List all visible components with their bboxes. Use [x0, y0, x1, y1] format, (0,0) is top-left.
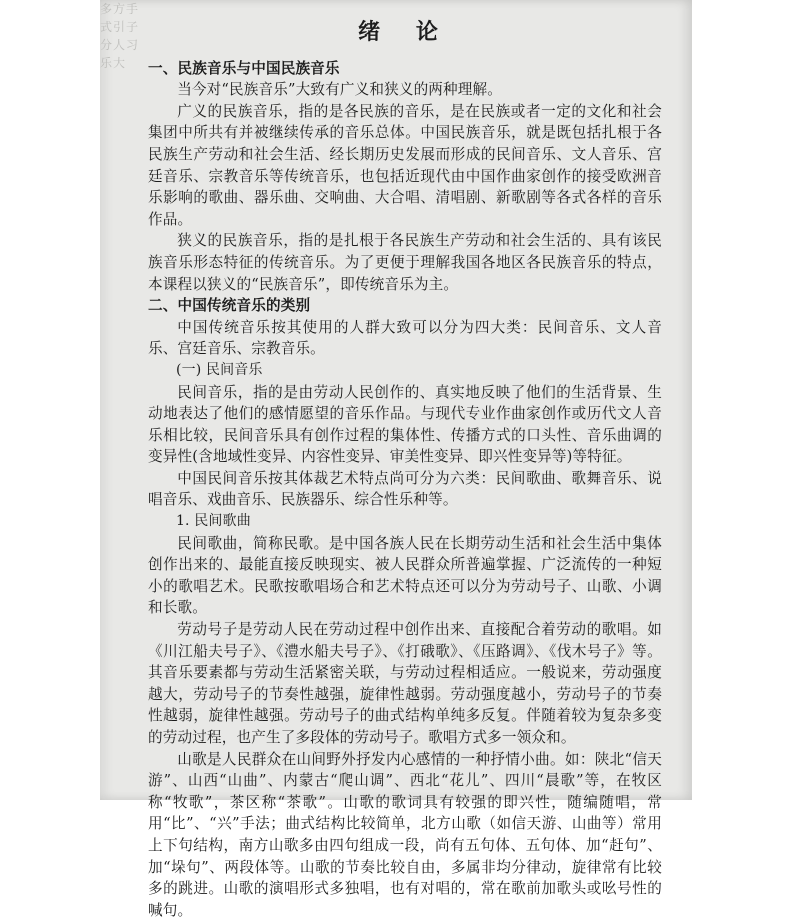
paragraph-6: 中国民间音乐按其体裁艺术特点尚可分为六类：民间歌曲、歌舞音乐、说唱音乐、戏曲音乐、民族器乐、综合性乐种等。 [148, 469, 662, 509]
page-content [148, 19, 662, 921]
book-page [100, 0, 692, 919]
paragraph-1: 当今对“民族音乐”大致有广义和狭义的两种理解。 [177, 81, 503, 99]
paragraph-2: 广义的民族音乐，指的是各民族的音乐，是在民族或者一定的文化和社会集团中所共有并被继续传承的音乐总体。中国民族音乐，就是既包括扎根于各民族生产劳动和社会生活、经长期历史发展而形成的民间音乐、文人音乐、宫廷音乐、宗教音乐等传统音乐，也包括近现代由中国作曲家创作的接受欧洲音乐影响的歌曲、器乐曲、交响曲、大合唱、清唱剧、新歌剧等各式各样的音乐作品。 [148, 102, 662, 228]
paragraph-9: 山歌是人民群众在山间野外抒发内心感情的一种抒情小曲。如：陕北“信天游”、山西“山曲”、内蒙古“爬山调”、西北“花儿”、四川“晨歌”等，在牧区称“牧歌”，茶区称“茶歌”。山歌的歌词具有较强的即兴性，随编随唱，常用“比”、“兴”手法；曲式结构比较简单，北方山歌（如信天游、山曲等）常用上下句结构，南方山歌多由四句组成一段，尚有五句体、五句体、加“赶句”、加“垛句”、两段体等。山歌的节奏比较自由，多属非均分律动，旋律常有比较多的跳进。山歌的演唱形式多独唱，也有对唱的，常在歌前加歌头或吆号性的喊句。 [148, 750, 662, 919]
section-heading-1: 一、民族音乐与中国民族音乐 [148, 59, 340, 77]
paragraph-7: 民间歌曲，简称民歌。是中国各族人民在长期劳动生活和社会生活中集体创作出来的、最能直接反映现实、被人民群众所普遍掌握、广泛流传的一种短小的歌唱艺术。民歌按歌唱场合和艺术特点还可以分为劳动号子、山歌、小调和长歌。 [148, 534, 662, 617]
bleed-through-text: 多方手式引子分人习乐大 [100, 2, 140, 70]
section-heading-2: 二、中国传统音乐的类别 [148, 297, 311, 315]
paragraph-8: 劳动号子是劳动人民在劳动过程中创作出来、直接配合着劳动的歌唱。如《川江船夫号子》、《澧水船夫号子》、《打硪歌》、《压路调》、《伐木号子》等。其音乐要素都与劳动生活紧密关联，与劳动过程相适应。一般说来，劳动强度越大，劳动号子的节奏性越强，旋律性越弱。劳动强度越小，劳动号子的节奏性越弱，旋律性越强。劳动号子的曲式结构单纯多反复。伴随着较为复杂多变的劳动过程，也产生了多段体的劳动号子。歌唱方式多一领众和。 [148, 621, 662, 746]
subsection-heading-2: 1. 民间歌曲 [176, 513, 251, 530]
paragraph-3: 狭义的民族音乐，指的是扎根于各民族生产劳动和社会生活的、具有该民族音乐形态特征的传统音乐。为了更便于理解我国各地区各民族音乐的特点，本课程以狭义的“民族音乐”，即传统音乐为主。 [148, 232, 662, 293]
paragraph-4: 中国传统音乐按其使用的人群大致可以分为四大类：民间音乐、文人音乐、宫廷音乐、宗教音乐。 [148, 318, 662, 358]
subsection-heading-1: (一) 民间音乐 [176, 361, 263, 378]
paragraph-5: 民间音乐，指的是由劳动人民创作的、真实地反映了他们的生活背景、生动地表达了他们的感情愿望的音乐作品。与现代专业作曲家创作或历代文人音乐相比较，民间音乐具有创作过程的集体性、传播方式的口头性、音乐曲调的变异性(含地域性变异、内容性变异、审美性变异、即兴性变异等)等特征。 [148, 383, 662, 466]
chapter-title: 绪 论 [358, 19, 452, 45]
